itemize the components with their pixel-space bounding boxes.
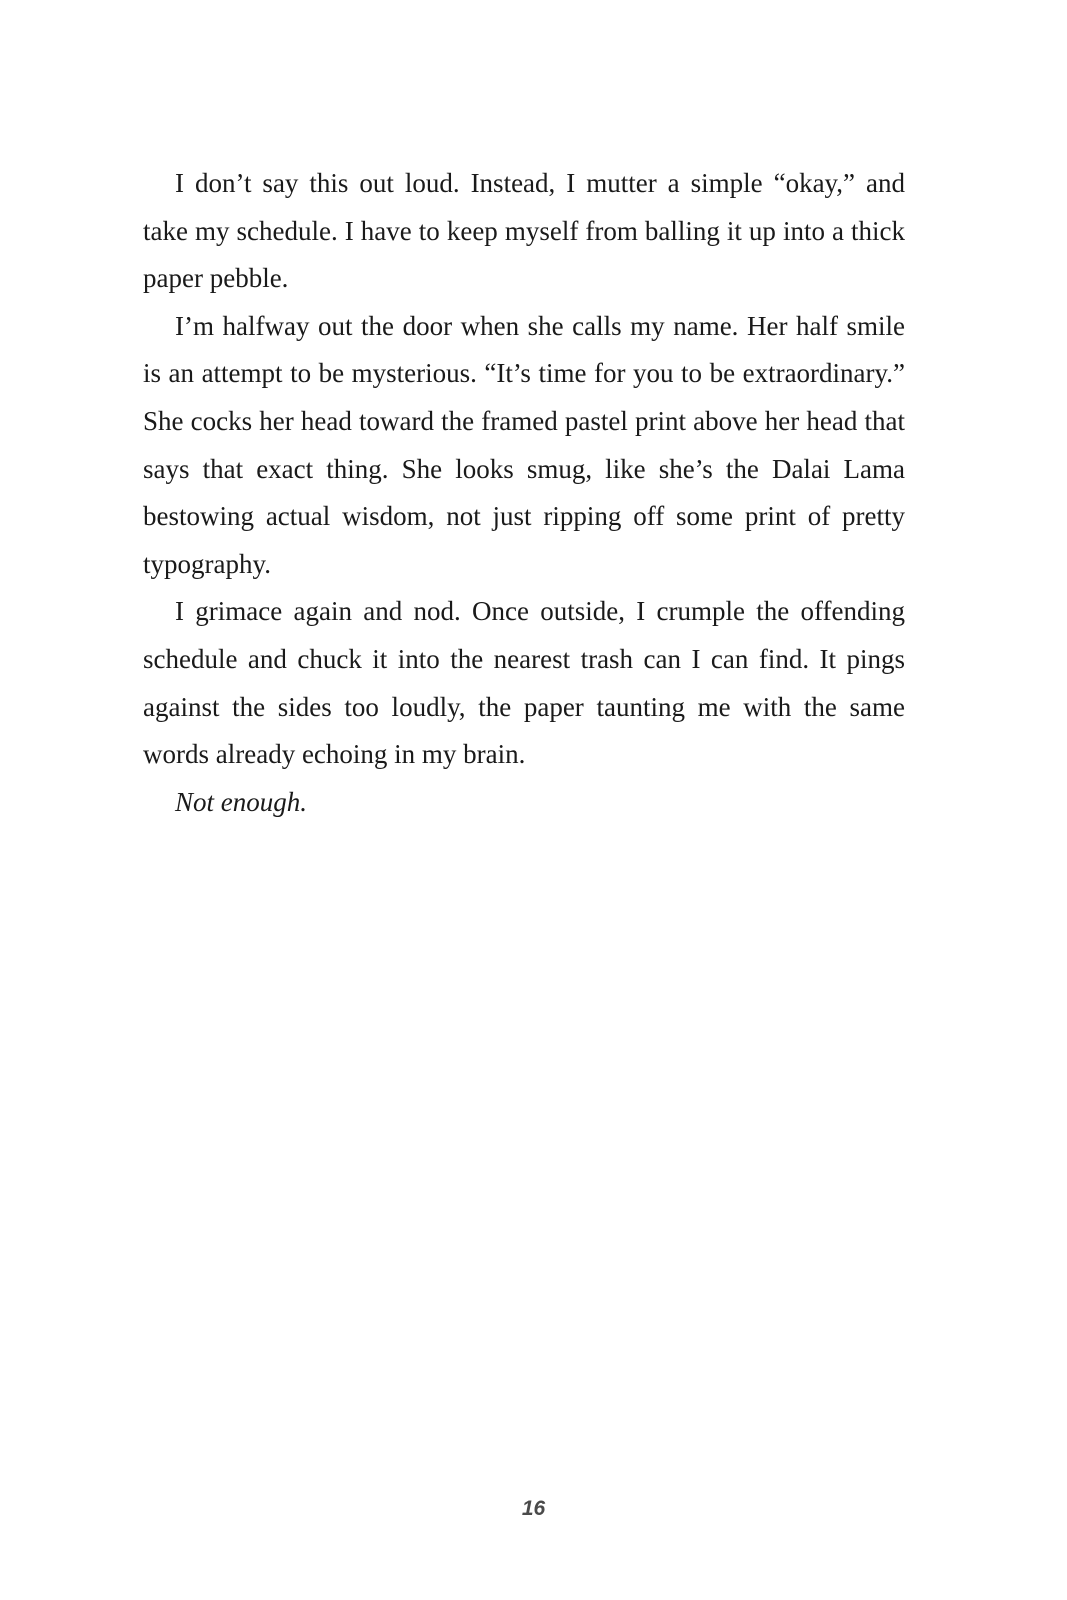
body-text — [143, 160, 905, 826]
paragraph-2: I’m halfway out the door when she calls my name. Her half smile is an attempt to be mysterious. “It’s time for you to be extraordinary.” She cocks her head toward the framed pastel print above her head that says that exact thing. She looks smug, like she’s the Dalai Lama bestowing actual wisdom, not just ripping off some print of pretty typography. — [143, 310, 905, 579]
page-number: 16 — [521, 1497, 546, 1520]
paragraph-4-italic: Not enough. — [175, 786, 307, 817]
paragraph-3: I grimace again and nod. Once outside, I crumple the offending schedule and chuck it into the nearest trash can I can find. It pings against the sides too loudly, the paper taunting me with the same words already echoing in my brain. — [143, 596, 905, 770]
paragraph-1: I don’t say this out loud. Instead, I mutter a simple “okay,” and take my schedule. I have to keep myself from balling it up into a thick paper pebble. — [143, 168, 905, 294]
